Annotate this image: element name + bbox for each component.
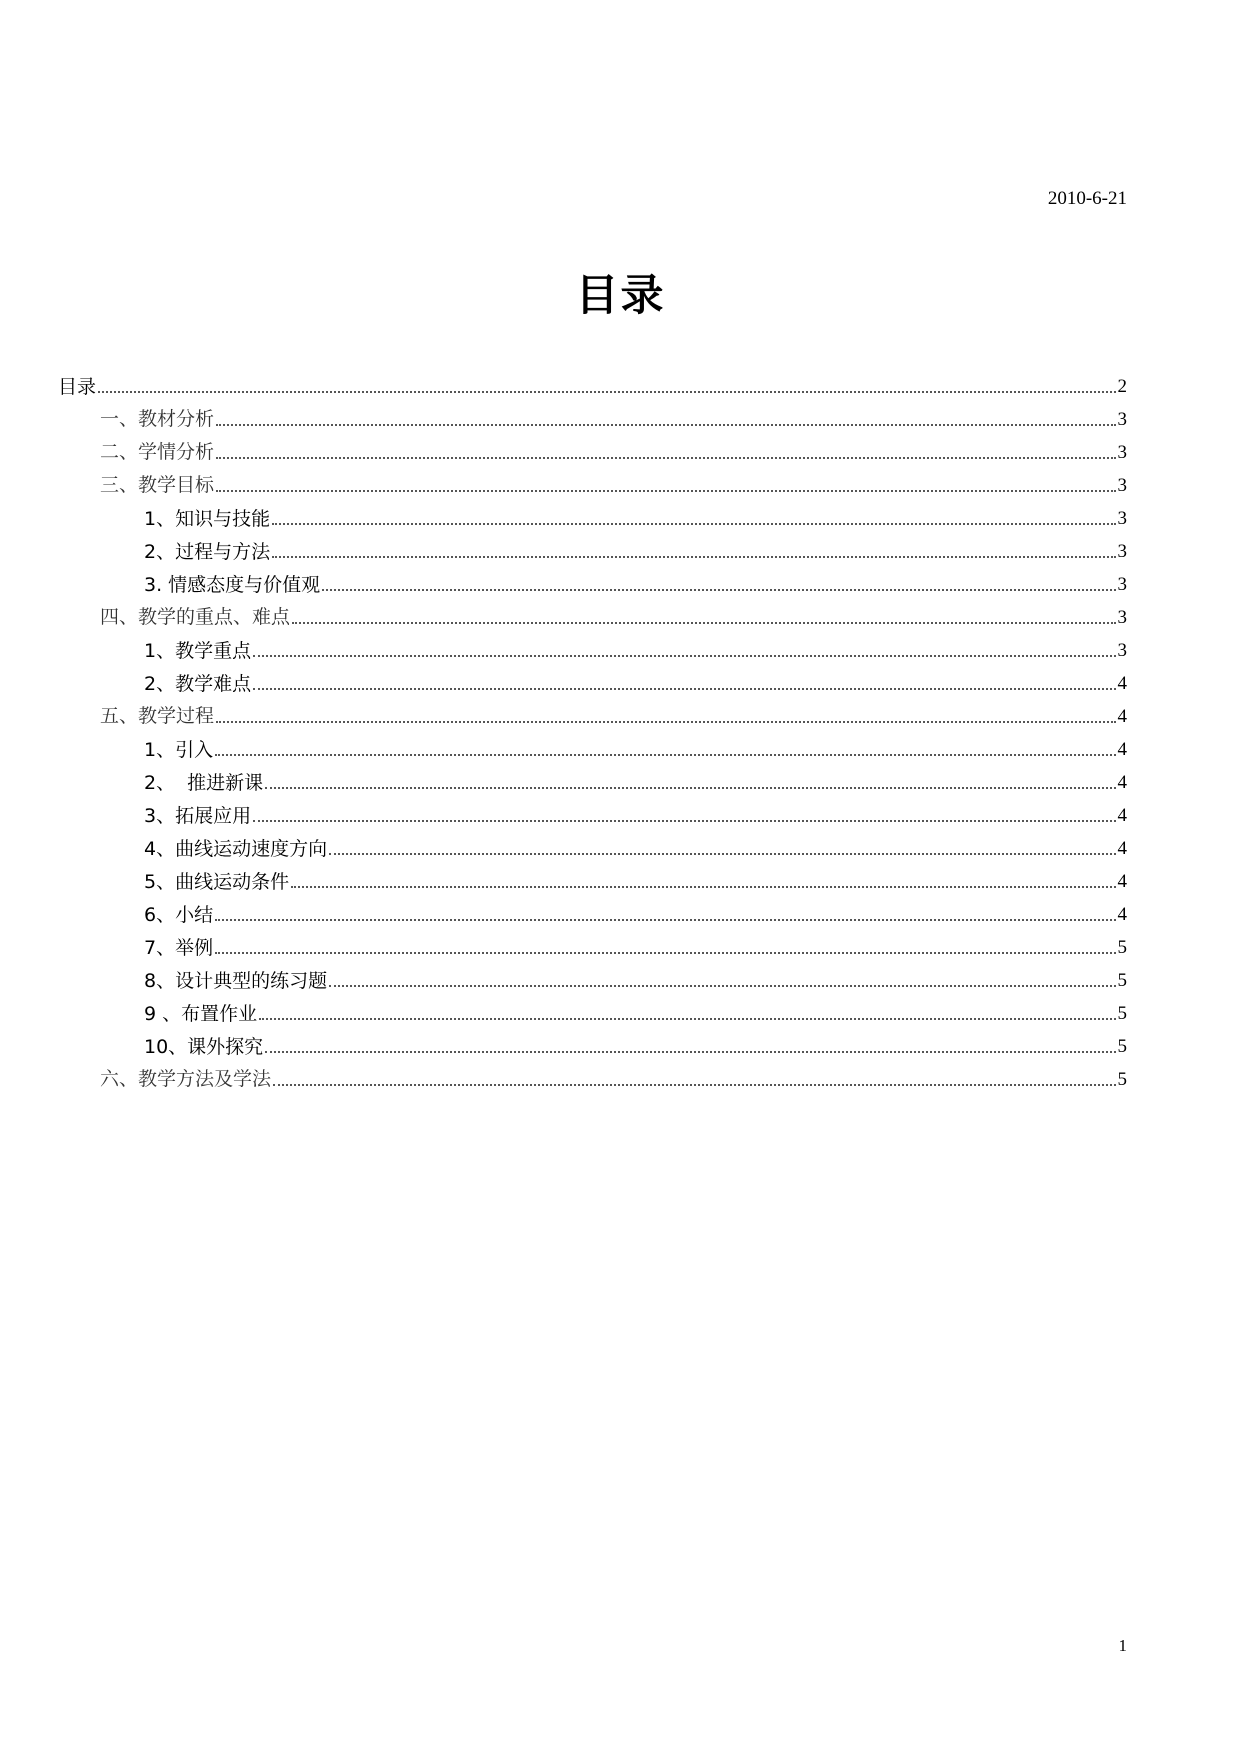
toc-entry-label: 四、教学的重点、难点: [100, 607, 291, 628]
toc-entry[interactable]: [58, 531, 1127, 564]
toc-entry[interactable]: [58, 828, 1127, 861]
toc-entry[interactable]: [58, 498, 1127, 531]
toc-entry-label: 目录: [58, 376, 97, 398]
toc-entry-label: 4、曲线运动速度方向: [144, 838, 328, 860]
toc-dot-leader: [292, 622, 1115, 624]
toc-entry-label: 10、课外探究: [144, 1036, 264, 1058]
toc-dot-leader: [265, 1051, 1115, 1053]
toc-entry-page-number: 5: [1117, 970, 1127, 991]
toc-entry-page-number: 3: [1117, 442, 1127, 463]
toc-entry-label: 五、教学过程: [100, 706, 215, 727]
header-date: 2010-6-21: [1047, 188, 1127, 209]
toc-dot-leader: [272, 523, 1115, 525]
toc-entry-label: 5、曲线运动条件: [144, 871, 290, 893]
toc-entry-page-number: 5: [1117, 937, 1127, 958]
toc-entry-label: 二、学情分析: [100, 442, 215, 463]
toc-entry-page-number: 5: [1117, 1036, 1127, 1057]
toc-entry[interactable]: [58, 630, 1127, 663]
toc-entry-label: 1、教学重点: [144, 640, 252, 662]
toc-entry-label: 8、设计典型的练习题: [144, 970, 328, 992]
toc-entry-page-number: 3: [1117, 409, 1127, 430]
toc-dot-leader: [329, 985, 1115, 987]
toc-entry-page-number: 3: [1117, 574, 1127, 595]
toc-entry-page-number: 4: [1117, 904, 1127, 925]
toc-entry-label: 7、举例: [144, 937, 214, 959]
toc-entry-label: 2、过程与方法: [144, 541, 271, 563]
toc-entry[interactable]: [58, 861, 1127, 894]
toc-entry-page-number: 2: [1117, 376, 1127, 397]
toc-entry-page-number: 3: [1117, 475, 1127, 496]
toc-dot-leader: [272, 556, 1115, 558]
toc-entry[interactable]: [58, 795, 1127, 828]
toc-dot-leader: [273, 1084, 1115, 1086]
toc-entry-page-number: 3: [1117, 508, 1127, 529]
toc-entry[interactable]: [58, 729, 1127, 762]
toc-entry[interactable]: [58, 960, 1127, 993]
toc-entry[interactable]: [58, 1026, 1127, 1059]
toc-dot-leader: [215, 952, 1115, 954]
toc-dot-leader: [322, 589, 1115, 591]
toc-entry-page-number: 3: [1117, 541, 1127, 562]
toc-entry-label: 1、知识与技能: [144, 508, 271, 530]
toc-dot-leader: [253, 820, 1115, 822]
toc-dot-leader: [216, 424, 1115, 426]
toc-entry-label: 6、小结: [144, 904, 214, 926]
toc-entry-page-number: 5: [1117, 1003, 1127, 1024]
toc-dot-leader: [291, 886, 1115, 888]
toc-entry[interactable]: [58, 597, 1127, 630]
page-title: 目录: [575, 271, 666, 321]
toc-entry-page-number: 4: [1117, 706, 1127, 727]
toc-entry-page-number: 3: [1117, 607, 1127, 628]
toc-entry-label: 2、 推进新课: [144, 772, 264, 794]
toc-entry-page-number: 4: [1117, 772, 1127, 793]
toc-dot-leader: [253, 655, 1115, 657]
toc-dot-leader: [215, 754, 1115, 756]
toc-dot-leader: [216, 457, 1115, 459]
toc-entry-page-number: 4: [1117, 673, 1127, 694]
table-of-contents: [58, 366, 1127, 1092]
toc-entry-label: 2、教学难点: [144, 673, 252, 695]
toc-entry-page-number: 4: [1117, 838, 1127, 859]
toc-entry[interactable]: [58, 894, 1127, 927]
toc-entry-label: 三、教学目标: [100, 475, 215, 496]
toc-dot-leader: [265, 787, 1115, 789]
toc-entry[interactable]: [58, 366, 1127, 399]
toc-entry-label: 六、教学方法及学法: [100, 1069, 272, 1090]
page-number: 1: [1118, 1636, 1127, 1655]
toc-entry[interactable]: [58, 762, 1127, 795]
toc-entry-page-number: 3: [1117, 640, 1127, 661]
toc-entry-label: 1、引入: [144, 739, 214, 761]
toc-entry-label: 一、教材分析: [100, 409, 215, 430]
toc-entry-label: 3. 情感态度与价值观: [144, 574, 321, 596]
toc-entry-page-number: 4: [1117, 871, 1127, 892]
toc-dot-leader: [216, 490, 1115, 492]
toc-entry-label: 9 、布置作业: [144, 1003, 258, 1025]
toc-dot-leader: [253, 688, 1115, 690]
toc-dot-leader: [259, 1018, 1115, 1020]
toc-dot-leader: [215, 919, 1115, 921]
toc-dot-leader: [216, 721, 1115, 723]
toc-entry-page-number: 5: [1117, 1069, 1127, 1090]
toc-entry[interactable]: [58, 663, 1127, 696]
toc-entry[interactable]: [58, 465, 1127, 498]
toc-entry-label: 3、拓展应用: [144, 805, 252, 827]
toc-entry[interactable]: [58, 564, 1127, 597]
toc-entry-page-number: 4: [1117, 805, 1127, 826]
toc-entry[interactable]: [58, 1059, 1127, 1092]
toc-entry[interactable]: [58, 696, 1127, 729]
toc-dot-leader: [329, 853, 1115, 855]
toc-entry-page-number: 4: [1117, 739, 1127, 760]
toc-entry[interactable]: [58, 432, 1127, 465]
toc-dot-leader: [98, 391, 1115, 393]
toc-entry[interactable]: [58, 993, 1127, 1026]
toc-entry[interactable]: [58, 399, 1127, 432]
toc-entry[interactable]: [58, 927, 1127, 960]
